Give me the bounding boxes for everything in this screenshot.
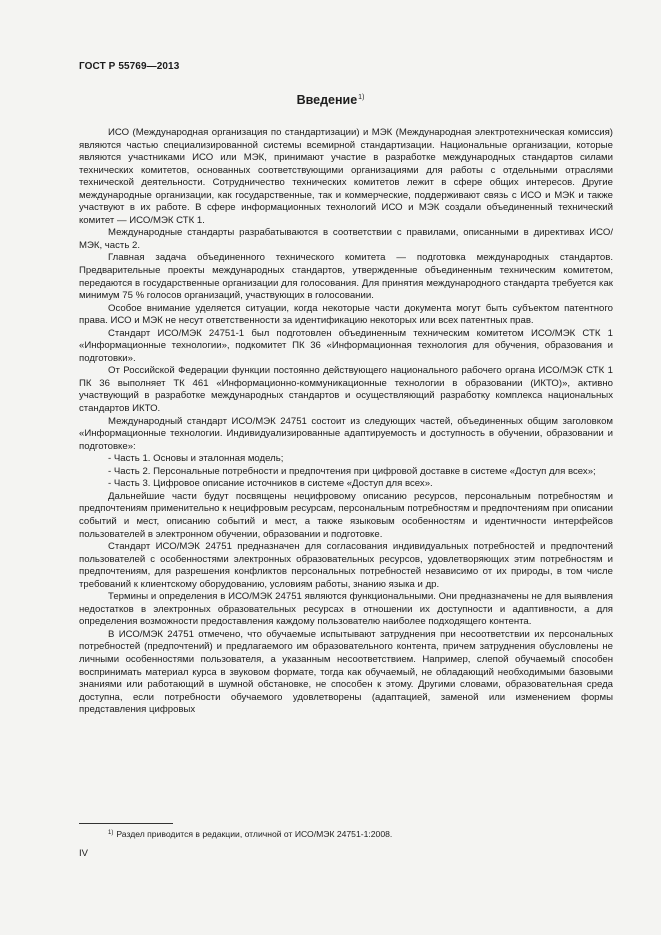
- section-title-text: Введение: [296, 93, 358, 107]
- list-item: - Часть 1. Основы и эталонная модель;: [108, 453, 284, 465]
- paragraph: Международные стандарты разрабатываются в соответствии с правилами, описанными в директивах ИСО/МЭК, часть 2.: [79, 227, 613, 251]
- paragraph: В ИСО/МЭК 24751 отмечено, что обучаемые испытывают затруднения при несоответствии их персональных потребностей (предпочтений) и предлагаемого им образовательного контента, причем затруднения обусловлены не личными особенностями пользователя, а указанным несоответствием. Например, слепой обучаемый способен воспринимать материал курса в звуковом формате, тогда как обучаемый, не обладающий необходимыми базовыми знаниями или работающий в шумной обстановке, не способен к этому. Другими словами, образовательная среда доступна, если потребности обучаемого удовлетворены (адаптацией, заменой или изменением формы представления цифровых: [79, 628, 613, 716]
- list-item: - Часть 3. Цифровое описание источников в системе «Доступ для всех».: [108, 478, 433, 490]
- footnote: [108, 829, 392, 839]
- body-text: [79, 127, 613, 717]
- list-item: - Часть 2. Персональные потребности и предпочтения при цифровой доставке в системе «Доступ для всех»;: [108, 465, 596, 477]
- paragraph: ИСО (Международная организация по стандартизации) и МЭК (Международная электротехническая комиссия) являются частью специализированной системы всемирной стандартизации. Национальные организации, которые являются участниками ИСО или МЭК, принимают участие в разработке международных стандартов силами технических комитетов, основанных соответствующими организациями для работы с отдельными отраслями технической деятельности. Сотрудничество технических комитетов лежит в сфере общих интересов. Другие международные организации, как государственные, так и коммерческие, поддерживают связь с ИСО и МЭК и также участвуют в их работе. В сфере информационных технологий ИСО и МЭК создали объединенный технический комитет — ИСО/МЭК СТК 1.: [79, 127, 613, 226]
- paragraph: От Российской Федерации функции постоянно действующего национального рабочего органа ИСО/МЭК СТК 1 ПК 36 выполняет ТК 461 «Информационно-коммуникационные технологии в образовании (ИКТО)», активно участвующий в разработке международных стандартов и осуществляющий разработку комплекса национальных стандартов ИКТО.: [79, 365, 613, 415]
- paragraph: Международный стандарт ИСО/МЭК 24751 состоит из следующих частей, объединенных общим заголовком «Информационные технологии. Индивидуализированные адаптируемость и доступность в обучении, образовании и подготовке»:: [79, 415, 613, 452]
- paragraph: Стандарт ИСО/МЭК 24751 предназначен для согласования индивидуальных потребностей и предпочтений пользователей с особенностями электронных образовательных ресурсов, удовлетворяющих этим потребностям и предпочтениям, для разрешения конфликтов персональных потребностей независимо от их природы, в том числе требований к клиентскому оборудованию, условиям работы, знанию языка и др.: [79, 541, 613, 590]
- section-title: [0, 93, 661, 107]
- paragraph: Дальнейшие части будут посвящены нецифровому описанию ресурсов, персональным потребностям и предпочтениям применительно к нецифровым ресурсам, персональным потребностям и предпочтениям при описании событий и мест, описанию событий и мест, а также языковым особенностям и идентичности интерфейсов пользователей в электронном обучении, образовании и подготовке.: [79, 490, 613, 540]
- footnote-text: Раздел приводится в редакции, отличной от ИСО/МЭК 24751-1:2008.: [116, 829, 393, 839]
- paragraph: Термины и определения в ИСО/МЭК 24751 являются функциональными. Они предназначены не для выявления недостатков в электронных образовательных ресурсах в отношении их доступности и адаптивности, а для определения возможности предоставления каждому пользователю наиболее подходящего контента.: [79, 591, 613, 628]
- standard-header: ГОСТ Р 55769—2013: [79, 61, 180, 72]
- paragraph: Стандарт ИСО/МЭК 24751-1 был подготовлен объединенным техническим комитетом ИСО/МЭК СТК 1 «Информационные технологии», подкомитет ПК 36 «Информационная технология для обучения, образования и подготовки».: [79, 327, 613, 364]
- title-footnote-mark: 1): [358, 94, 365, 101]
- paragraph: Главная задача объединенного технического комитета — подготовка международных стандартов. Предварительные проекты международных стандартов, утвержденные объединенным техническим комитетом, передаются в государственные организации для голосования. Для принятия международного стандарта требуется как минимум 75 % голосов организаций, участвующих в голосовании.: [79, 252, 613, 302]
- paragraph: Особое внимание уделяется ситуации, когда некоторые части документа могут быть субъектом патентного права. ИСО и МЭК не несут ответственности за идентификацию некоторых или всех патентных прав.: [79, 302, 613, 327]
- page-number: IV: [79, 848, 88, 859]
- footnote-divider: [79, 823, 173, 824]
- footnote-mark: 1): [108, 830, 114, 836]
